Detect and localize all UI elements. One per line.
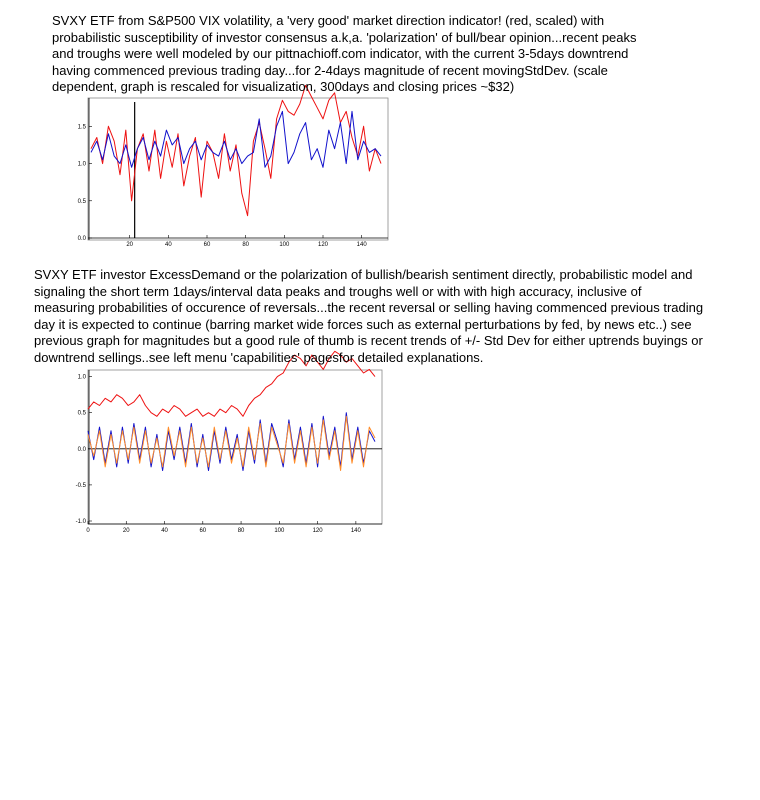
y-tick-label--1.0: -1.0 [75,519,86,525]
x-tick-label-120: 120 [317,242,329,248]
x-tick-label-0: 0 [86,528,90,534]
x-tick-label-60: 60 [203,242,211,248]
x-tick-label-100: 100 [274,528,285,534]
x-tick-label-20: 20 [122,528,130,534]
x-tick-label-100: 100 [279,242,290,248]
bottom-description-paragraph: SVXY ETF investor ExcessDemand or the polarization of bullish/bearish sentiment directly, probabilistic model and signaling the short term 1days/interval data peaks and troughs well or with with high accuracy, inclusive of measuring probabilities of occurence of reversals...the recent reversal or selling having commenced previous trading day it is expected to continue (barring market wide forces such as external perturbations by fed, by news etc..) see previous graph for magnitudes but a good rule of thumb is recent trends of +/- Std Dev for either uptrends buyings or downtrend sellings..see left menu 'capabilities' pagesfor detailed explanations. [34,267,704,365]
series-line-orange [88,416,375,470]
x-tick-label-60: 60 [199,528,207,534]
x-tick-label-140: 140 [356,242,367,248]
y-tick-label-0.0: 0.0 [77,446,86,453]
y-tick-label-1.0: 1.0 [77,161,86,168]
x-tick-label-40: 40 [161,528,168,534]
y-tick-label-0.0: 0.0 [77,236,86,242]
top-description-paragraph: SVXY ETF from S&P500 VIX volatility, a 'very good' market direction indicator! (red, scaled) with probabilistic susceptibility of investor consensus a.k,a. 'polarization' of bull/bear opinion...recent peaks and troughs were well modeled by our pittnachioff.com indicator, with the current 3-5days downtrend having commenced previous trading day...for 2-4days magnitude of recent movingStdDev. (scale dependent, graph is rescaled for visualization, 300days and closing prices ~$32) [52,13,637,95]
y-tick-label-0.5: 0.5 [77,410,86,417]
x-tick-label-140: 140 [350,528,361,534]
x-tick-label-20: 20 [126,242,134,248]
y-tick-label--0.5: -0.5 [75,482,86,489]
x-tick-label-80: 80 [237,528,245,534]
x-tick-label-80: 80 [242,242,250,248]
y-tick-label-0.5: 0.5 [77,198,86,205]
y-tick-label-1.0: 1.0 [77,374,86,381]
x-tick-label-40: 40 [164,242,172,248]
x-tick-label-120: 120 [312,528,323,534]
y-tick-label-1.5: 1.5 [77,124,86,131]
